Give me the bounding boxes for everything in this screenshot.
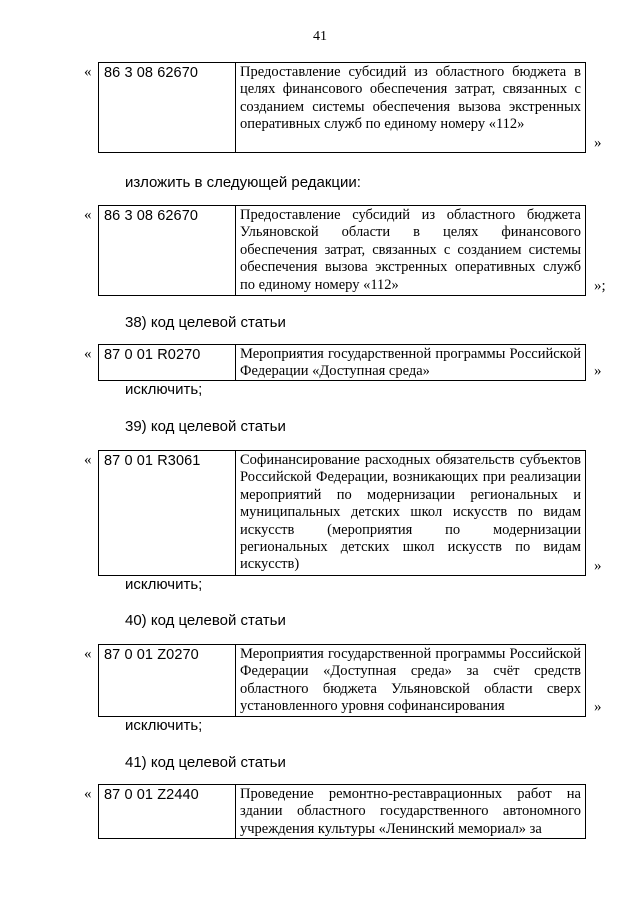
target-code: 87 0 01 Z2440 <box>99 785 236 838</box>
quote-open: « <box>84 346 92 362</box>
target-description: Проведение ремонтно-реставрационных работ на здании областного государственного автономного учреждения культуры «Ленинский мемориал» за <box>240 786 581 837</box>
item-heading: 40) код целевой статьи <box>125 612 286 629</box>
target-description: Предоставление субсидий из областного бюджета Ульяновской области в целях финансового обеспечения затрат, связанных с созданием системы обеспечения вызова экстренных оперативных служб по единому номеру «112» <box>240 207 581 293</box>
quote-close: » <box>594 699 602 715</box>
quote-open: « <box>84 207 92 223</box>
table-row <box>98 205 586 296</box>
quote-open: « <box>84 64 92 80</box>
instruction-text: изложить в следующей редакции: <box>125 174 361 191</box>
target-code: 86 3 08 62670 <box>99 63 236 152</box>
table-row <box>98 784 586 839</box>
quote-close: » <box>594 135 602 151</box>
quote-close: »; <box>594 278 606 294</box>
target-description: Софинансирование расходных обязательств субъектов Российской Федерации, возникающих при реализации мероприятий по модернизации региональных и муниципальных детских школ искусств по видам искусств (мероприятия по модернизации региональных детских школ искусств по видам искусств) <box>240 452 581 573</box>
target-description: Мероприятия государственной программы Российской Федерации «Доступная среда» <box>240 346 581 380</box>
target-code: 87 0 01 R3061 <box>99 451 236 575</box>
table-row <box>98 450 586 576</box>
target-code: 87 0 01 Z0270 <box>99 645 236 716</box>
table-row <box>98 62 586 153</box>
quote-open: « <box>84 452 92 468</box>
exclude-text: исключить; <box>125 576 203 593</box>
exclude-text: исключить; <box>125 717 203 734</box>
exclude-text: исключить; <box>125 381 203 398</box>
item-heading: 38) код целевой статьи <box>125 314 286 331</box>
item-heading: 41) код целевой статьи <box>125 754 286 771</box>
target-description: Мероприятия государственной программы Российской Федерации «Доступная среда» за счёт средств областного бюджета Ульяновской области сверх установленного уровня софинансирования <box>240 646 581 715</box>
quote-close: » <box>594 363 602 379</box>
quote-close: » <box>594 558 602 574</box>
table-row <box>98 644 586 717</box>
target-code: 87 0 01 R0270 <box>99 345 236 380</box>
target-code: 86 3 08 62670 <box>99 206 236 295</box>
target-description: Предоставление субсидий из областного бюджета в целях финансового обеспечения затрат, связанных с созданием системы обеспечения вызова экстренных оперативных служб по единому номеру «112» <box>240 64 581 133</box>
quote-open: « <box>84 646 92 662</box>
table-row <box>98 344 586 381</box>
quote-open: « <box>84 786 92 802</box>
page-number: 41 <box>313 29 327 44</box>
item-heading: 39) код целевой статьи <box>125 418 286 435</box>
